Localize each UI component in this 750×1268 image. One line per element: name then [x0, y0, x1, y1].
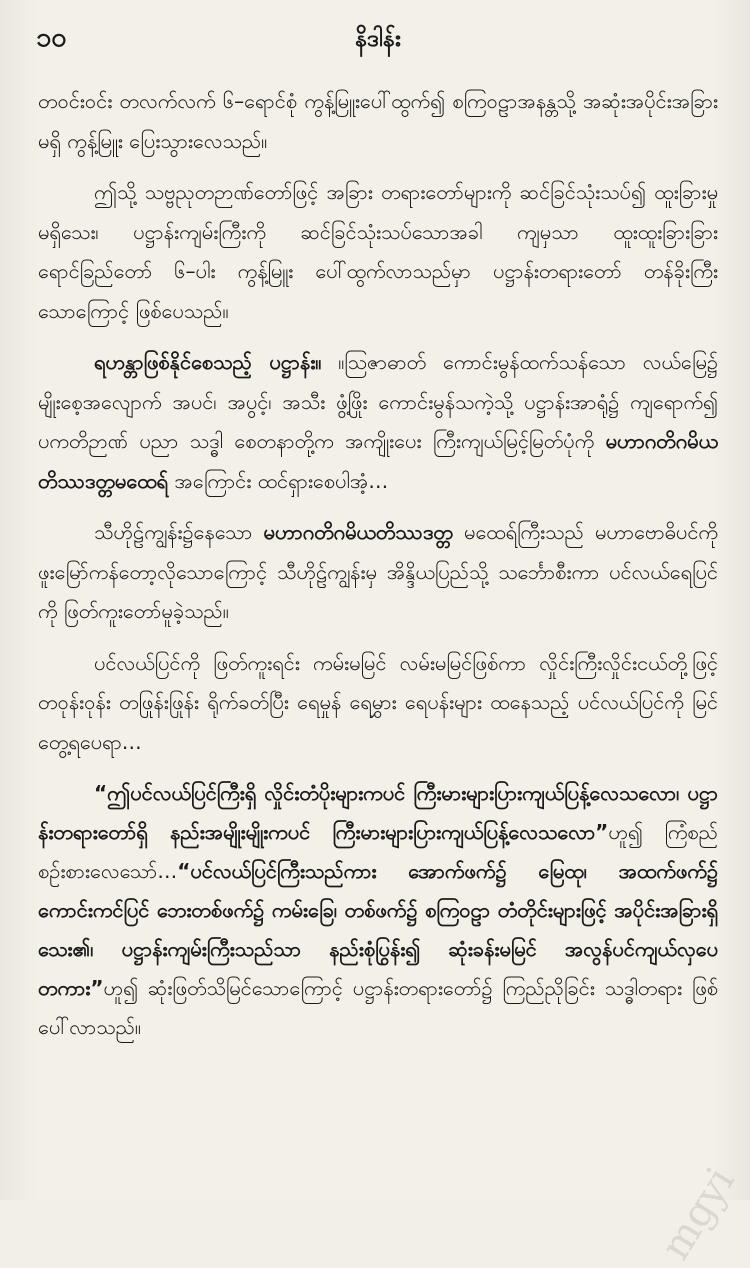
quote-2: “ပင်လယ်ပြင်ကြီးသည်ကား အောက်ဖက်၌ မြေထု၊ အထက်ဖက်၌ ကောင်းကင်ပြင် ဘေးတစ်ဖက်၌ ကမ်းခြေ၊ တစ်ဖက်၌ စကြဝဠာ တံတိုင်းများဖြင့် အပိုင်းအခြားရှိသေး၏၊ ပဋ္ဌာန်းကျမ်းကြီးသည်သာ နည်းစုံပြွန်း၍ ဆုံးခန်းမမြင် အလွန်ပင်ကျယ်လှပေတကား”: [38, 859, 718, 1000]
watermark: mgyi: [652, 1159, 744, 1268]
paragraph-1: တဝင်းဝင်း တလက်လက် ၆–ရောင်စုံ ကွန့်မြူးပေါ်ထွက်၍ စကြဝဠာအနန္တသို့ အဆုံးအပိုင်းအခြားမရှိ ကွန့်မြူး ပြေးသွားလေသည်။: [38, 89, 718, 153]
paragraph-3-text: ။သြဇာဓာတ် ကောင်းမွန်ထက်သန်သော လယ်မြေ၌ မျိုးစေ့အလျောက် အပင်၊ အပွင့်၊ အသီး ဖွံ့ဖြိုး ကောင်းမွန်သကဲ့သို့ ပဋ္ဌာန်းအာရုံ၌ ကျရောက်၍ ပကတိဉာဏ် ပညာ သဒ္ဓါ စေတနာတို့က အကျိုးပေး ကြီးကျယ်မြင့်မြတ်ပုံကို: [38, 350, 718, 453]
body-text: [38, 82, 718, 1047]
running-title: နိဒါန်း: [355, 26, 401, 52]
paragraph-6: [38, 774, 718, 1047]
paragraph-5: ပင်လယ်ပြင်ကို ဖြတ်ကူးရင်း ကမ်းမမြင် လမ်းမမြင်ဖြစ်ကာ လှိုင်းကြီးလှိုင်းငယ်တို့ဖြင့် တဝုန်းဝုန်း တဖြုန်းဖြုန်း ရိုက်ခတ်ပြီး ရေမှုန် ရေမွှား ရေပန်းများ ထနေသည့် ပင်လယ်ပြင်ကို မြင်တွေ့ရပေရာ…: [38, 650, 718, 754]
monk-name-2: မဟာဂတိဂမိယတိဿဒတ္တ: [263, 520, 453, 544]
paragraph-6-middle: ဟူ၍ ကြံစည်စဉ်းစားလေသော်…: [38, 820, 718, 883]
section-heading: ရဟန္တာဖြစ်နိုင်စေသည့် ပဋ္ဌာန်း။: [94, 350, 322, 374]
paragraph-6-end: ဟူ၍ ဆုံးဖြတ်သိမြင်သောကြောင့် ပဋ္ဌာန်းတရားတော်၌ ကြည်ညိုခြင်း သဒ္ဓါတရား ဖြစ်ပေါ်လာသည်။: [38, 976, 718, 1039]
page-header: [38, 20, 718, 78]
page-number: ၁၀: [36, 22, 67, 53]
paragraph-4: [38, 513, 718, 632]
paragraph-2: ဤသို့ သဗ္ဗညုတဉာဏ်တော်ဖြင့် အခြား တရားတော်များကို ဆင်ခြင်သုံးသပ်၍ ထူးခြားမှု မရှိသေး၊ ပဋ္ဌာန်းကျမ်းကြီးကို ဆင်ခြင်သုံးသပ်သောအခါ ကျမှသာ ထူးထူးခြားခြား ရောင်ခြည်တော် ၆–ပါး ကွန့်မြူး ပေါ်ထွက်လာသည်မှာ ပဋ္ဌာန်းတရားတော် တန်ခိုးကြီးသောကြောင့် ဖြစ်ပေသည်။: [38, 180, 718, 323]
paragraph-4-start: သီဟိုဠ်ကျွန်း၌နေသော: [94, 520, 253, 544]
paragraph-3-tail: အကြောင်း ထင်ရှားစေပါအံ့…: [174, 468, 389, 493]
monk-name: မဟာဂတိဂမိယတိဿဒတ္တမထေရ်: [38, 429, 718, 493]
paragraph-3: [38, 343, 718, 501]
paragraph-4-rest: မထေရ်ကြီးသည် မဟာဗောဓိပင်ကို ဖူးမြော်ကန်တော့လိုသောကြောင့် သီဟိုဠ်ကျွန်းမှ အိန္ဒိယပြည်သို့ သင်္ဘောစီးကာ ပင်လယ်ရေပြင်ကို ဖြတ်ကူးတော်မူခဲ့သည်။: [38, 520, 718, 623]
quote-1: “ဤပင်လယ်ပြင်ကြီးရှိ လှိုင်းတံပိုးများကပင် ကြီးမားများပြားကျယ်ပြန့်လေသလော၊ ပဋ္ဌာန်းတရားတော်ရှိ နည်းအမျိုးမျိုးကပင် ကြီးမားများပြားကျယ်ပြန့်လေသလော”: [38, 781, 718, 844]
